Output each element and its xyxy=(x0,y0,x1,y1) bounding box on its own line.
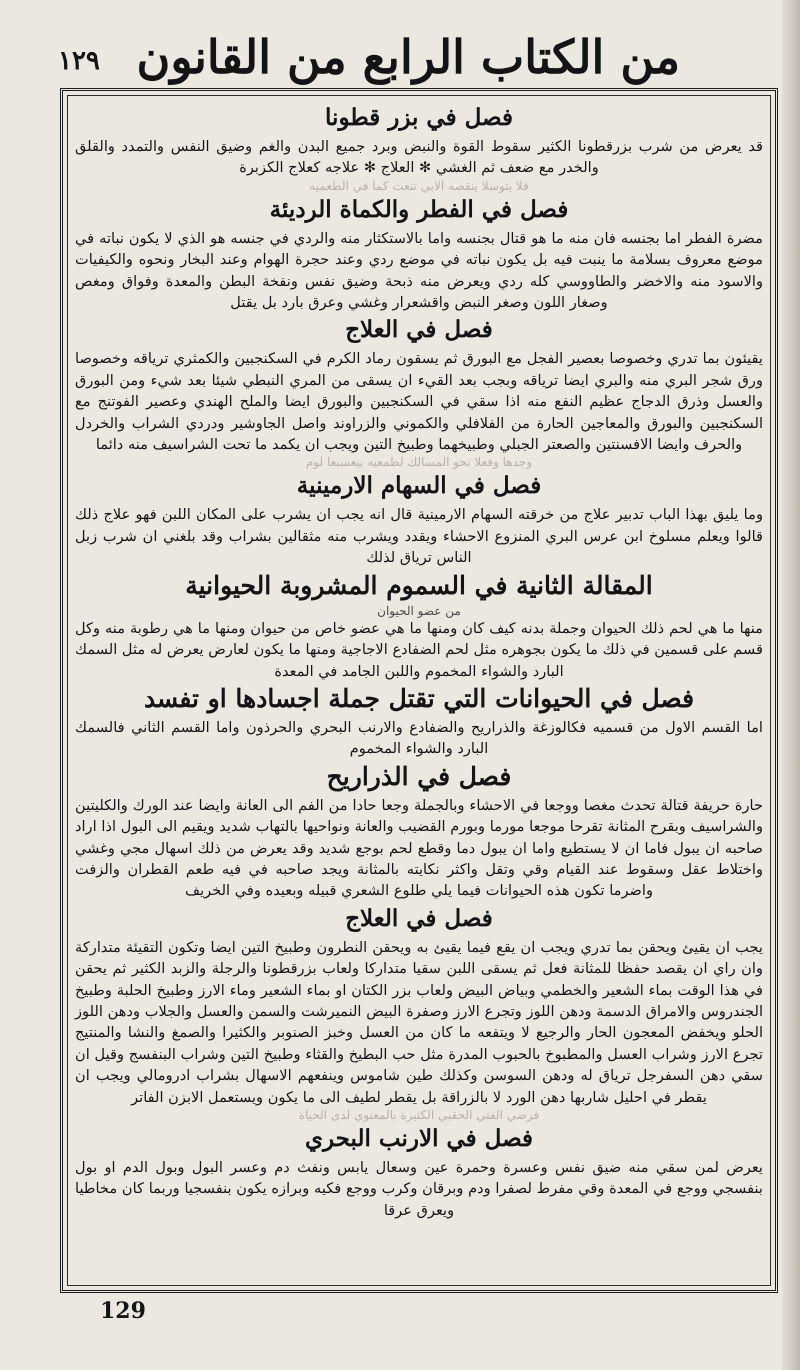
text-frame xyxy=(60,88,778,1293)
treatise-subheading: من عضو الحيوان xyxy=(377,603,461,618)
book-title: من الكتاب الرابع من القانون xyxy=(136,30,680,84)
section-heading: فصل في بزر قطونا xyxy=(325,104,513,131)
section-body: اما القسم الاول من قسميه فكالوزغة والذراريح والضفادع والارنب البحري والحرذون واما القسم الثاني فالسمك البارد والشواء المخموم xyxy=(75,718,763,758)
section-bazr-qatuna xyxy=(75,103,763,179)
section-treatment-2 xyxy=(75,904,763,1108)
section-lethal-animals xyxy=(75,684,763,760)
section-body: منها ما هي لحم ذلك الحيوان وجملة بدنه كيف كان ومنها ما هي عضو خاص من حيوان ومنها ما هي رطوبة منه وكل قسم على قسمين في ذلك ما يكون بجوهره مثل لحم الضفادع الاجاجية ومنها ما يكون لعارض يعرض له مثل السمك البارد والشواء المخموم واللبن الجامد في المعدة xyxy=(75,619,763,680)
section-blister-beetles xyxy=(75,762,763,902)
section-treatment-1 xyxy=(75,315,763,455)
section-body: يقيئون بما تدري وخصوصا بعصير الفجل مع البورق ثم يسقون رماد الكرم في السكنجبين والكمثري ترياقه وخصوصا ورق شجر البري منه والبري ايضا ترياقه وبجب بعد القيء ان يسقى من المري النبطي شيئا بعد شيء ومن البورق والعسل وذرق الدجاج عظيم النفع منه اذا سقي في السكنجبين والبورق ايضا والملح الهندي وعصير الفوتنج مع السكنجبين والبورق والمعاجين الحارة من الفلافلي والكموني والزراوند واصل الجاوشير ودردي الشراب والخردل والحرف وايضا الافسنتين والصعتر الجبلي وطبيخهما وطبيخ التين ويجب ان يكمد ما تحت الشراسيف منه دائما xyxy=(75,350,763,454)
page-number-top: ١٢٩ xyxy=(58,46,100,76)
section-sea-hare xyxy=(75,1124,763,1221)
section-heading: فصل في الحيوانات التي تقتل جملة اجسادها او تفسد xyxy=(143,683,695,713)
treatise-heading: المقالة الثانية في السموم المشروبة الحيوانية xyxy=(185,570,653,600)
section-body: وما يليق بهذا الباب تدبير علاج من خرقته السهام الارمينية قال انه يجب ان يشرب على المكان اللبن فهو علاج ذلك قالوا ويعلم مسلوخ ابن عرس البري المنزوع الاحشاء ويقدد ويشرب منه مثقالين بشراب وقد بلغني ان شرب زبل الناس ترياق لذلك xyxy=(75,506,763,567)
section-heading: فصل في السهام الارمينية xyxy=(296,472,542,500)
section-body: قد يعرض من شرب بزرقطونا الكثير سقوط القوة والنبض وبرد جميع البدن والغم وضيق النفس والتمدد والقلق والخدر مع ضعف ثم الغشي ✻ العلاج ✻ علاجه كعلاج الكزبرة xyxy=(75,138,763,177)
section-mushrooms xyxy=(75,195,763,314)
section-armenian-arrows xyxy=(75,471,763,568)
running-head xyxy=(0,28,800,88)
section-heading: فصل في العلاج xyxy=(345,316,493,344)
section-body: مضرة الفطر اما بجنسه فان منه ما هو قتال بجنسه واما بالاستكثار منه والردي في جنسه هو الذي لا يكون نباته في موضع معروف بسلامة ما ينبت فيه بل يكون نباته في موضع ردي وعند حجرة الهوام وعند البخار ونحوه والكيفيات والاسود منه والاخضر والطاووسي كله ردي ويعرض منه ذبحة وضيق نفس ونفخة البطن والمعدة وفواق ومغص وصغار اللون وصغر النبض واقشعرار وغشي وعرق بارد بل يقتل xyxy=(75,229,763,312)
section-heading: فصل في العلاج xyxy=(345,904,493,932)
section-body: حارة حريفة قتالة تحدث مغصا ووجعا في الاحشاء وبالجملة وجعا حادا من الفم الى العانة وايضا عند الورك والكليتين والشراسيف وبقرح المثانة تقرحا موجعا مورما وبورم القضيب والعانة ونواحيها بالتهاب شديد ويقيم الى البول اذا اراد صاحبه ان يبول فاما ان لا يستطيع واما ان يبول دما وقطع لحم بوجع شديد وقد يعرض من ذلك اسهال مجي وغشي واختلاط عقل وسقوط عند القيام وقي وتقل واكثر نكايته بالمثانة ويجد صاحبه في فيه طعم القطران والزفت واضرما تكون هذه الحيوانات فيما يلي طلوع الشعري قبيله وبعيده وفي الخريف xyxy=(75,796,763,900)
section-heading: فصل في الذراريح xyxy=(326,761,512,791)
bleed-through-text: فرضي الفتي الحقبي الكثيرة بالمعنوي لدى الحياة xyxy=(298,1108,540,1122)
bleed-through-text: وجدها وفعلا نحو المسالك لطمعيه بيعسبعا لوم xyxy=(305,455,533,470)
section-body: يعرض لمن سقي منه ضيق نفس وعسرة وحمرة عين وسعال يابس ونفث دم وعسر البول وبول الدم او بول بنفسجي ووجع في المعدة وقي مفرط لصفرا ودم وبرقان وكرب ووجع فكيه وبرازه يكون بنفسجيا وربما كان مخاطيا ويعرق عرقا xyxy=(75,1159,763,1219)
page-gutter-edge xyxy=(782,0,800,1370)
section-second-treatise xyxy=(75,571,763,682)
bleed-through-text: فلا يتوسلا ينقصه الابي تنعت كما في الطعميه xyxy=(309,178,529,193)
section-body: يجب ان يقيئ ويحقن بما تدري ويجب ان يقع فيما يقيئ به ويحقن النطرون وطبيخ التين ايضا وتكون التقيئة متداركة وان راي ان يقصد حفظا للمثانة فعل ثم يسقى اللبن سقيا متداركا ولعاب بزرقطونا والرجلة والزبد الكثير ثم يحقن في هذا الوقت بماء الشعير والخطمي وبياض البيض ولعاب بزر الكتان او بماء الشعير وماء الارز وطبيخ الحلبة وطبيخ الجندروس والامراق الدسمة ودهن اللوز وتجرع الارز وصفرة البيض النميرشت والسمن والعسل والجلاب ودهن اللوز الحلو ويخفض المعجون الحار والرجيع لا ويتفعه ما كان من العسل وخبز الصنوبر والكثيرا والصمغ والنشا والمنتيج تجرع الارز وشراب العسل والمطبوخ بالحبوب المدرة مثل حب البطيخ والقثاء وطبيخ التين وشراب البنفسج وقيل ان سقي دهن السفرجل ترياق له ودهن السوسن وكذلك طين شاموس وينفعهم الاسهال بشراب ادرومالي ويجب ان يقطر في احليل شاربها دهن الورد لا بالزراقة بل يقطر لطيف الى ما يكون ويستعمل الابزن الفاتر xyxy=(75,938,763,1106)
section-heading: فصل في الارنب البحري xyxy=(304,1125,534,1152)
section-heading: فصل في الفطر والكماة الرديئة xyxy=(269,195,569,223)
page-number-bottom: 129 xyxy=(100,1298,146,1324)
